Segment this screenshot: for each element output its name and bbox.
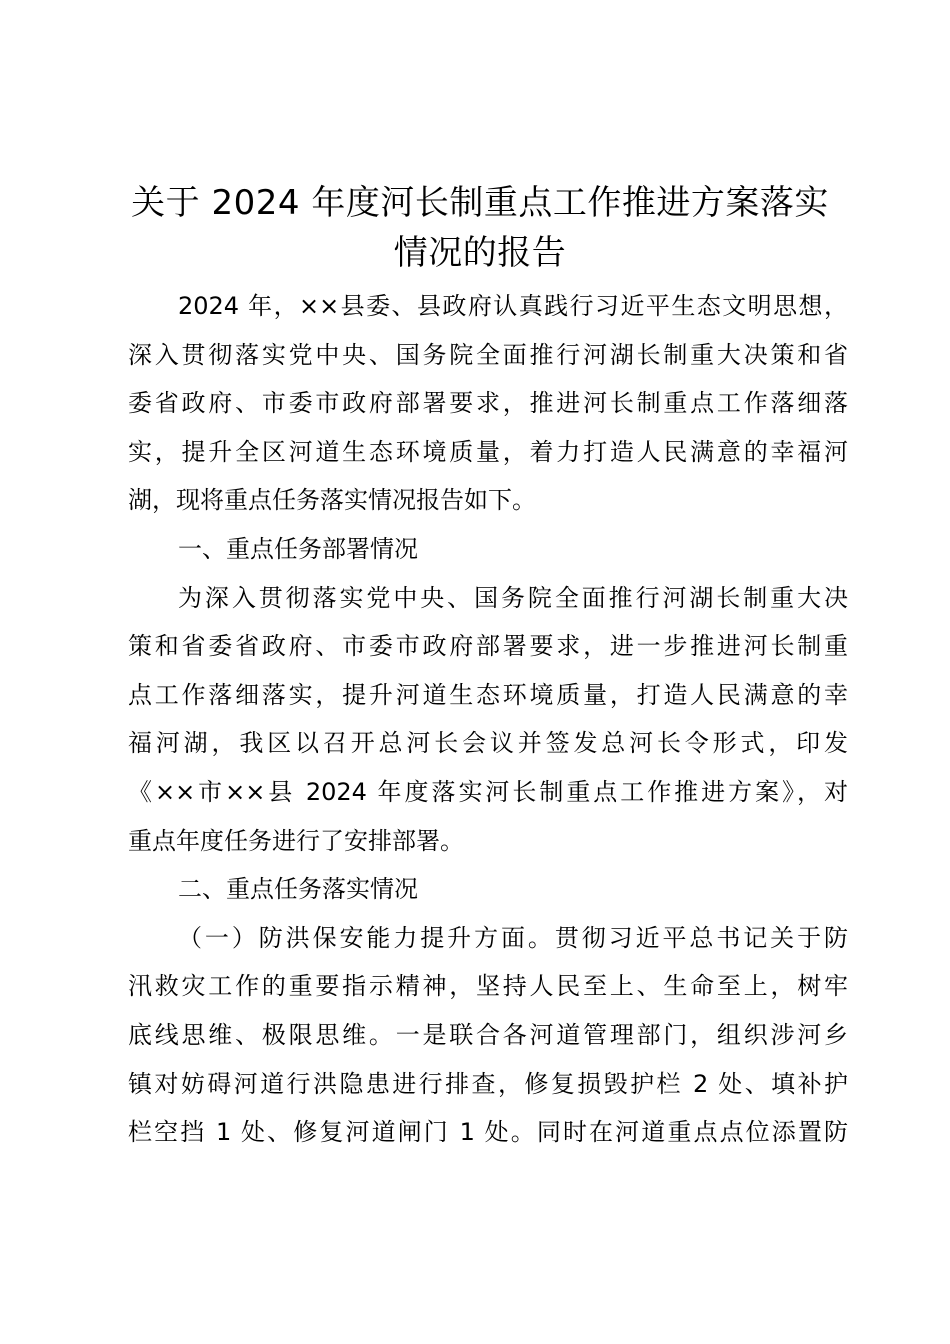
paragraph-1-line: 实，提升全区河道生态环境质量，着力打造人民满意的幸福河	[128, 437, 848, 466]
paragraph-3-line: （一）防洪保安能力提升方面。贯彻习近平总书记关于防	[178, 923, 848, 952]
title-line: 关于 2024 年度河长制重点工作推进方案落实	[131, 183, 829, 223]
section-heading-2: 二、重点任务落实情况	[178, 875, 418, 904]
paragraph-1-line: 2024 年，××县委、县政府认真践行习近平生态文明思想，	[178, 292, 848, 320]
document-body	[128, 282, 848, 1157]
paragraph-3-line: 底线思维、极限思维。一是联合各河道管理部门，组织涉河乡	[128, 1020, 848, 1049]
section-heading-1: 一、重点任务部署情况	[178, 534, 418, 563]
paragraph-3-line: 栏空挡 1 处、修复河道闸门 1 处。同时在河道重点点位添置防	[128, 1118, 848, 1147]
paragraph-2-line: 重点年度任务进行了安排部署。	[128, 826, 464, 855]
paragraph-2-line: 点工作落细落实，提升河道生态环境质量，打造人民满意的幸	[128, 680, 848, 709]
paragraph-1-line: 湖，现将重点任务落实情况报告如下。	[128, 486, 536, 515]
title-line: 情况的报告	[393, 233, 567, 273]
paragraph-3-line: 汛救灾工作的重要指示精神，坚持人民至上、生命至上，树牢	[128, 972, 848, 1001]
paragraph-2-line: 为深入贯彻落实党中央、国务院全面推行河湖长制重大决	[178, 583, 848, 612]
paragraph-3-line: 镇对妨碍河道行洪隐患进行排查，修复损毁护栏 2 处、填补护	[128, 1069, 848, 1098]
paragraph-2-line: 策和省委省政府、市委市政府部署要求，进一步推进河长制重	[128, 632, 848, 661]
paragraph-2-line: 《××市××县 2024 年度落实河长制重点工作推进方案》，对	[128, 777, 848, 806]
document-title	[100, 178, 860, 278]
paragraph-2-line: 福河湖，我区以召开总河长会议并签发总河长令形式，印发	[128, 729, 848, 758]
paragraph-1-line: 委省政府、市委市政府部署要求，推进河长制重点工作落细落	[128, 389, 848, 418]
paragraph-1-line: 深入贯彻落实党中央、国务院全面推行河湖长制重大决策和省	[128, 340, 848, 369]
